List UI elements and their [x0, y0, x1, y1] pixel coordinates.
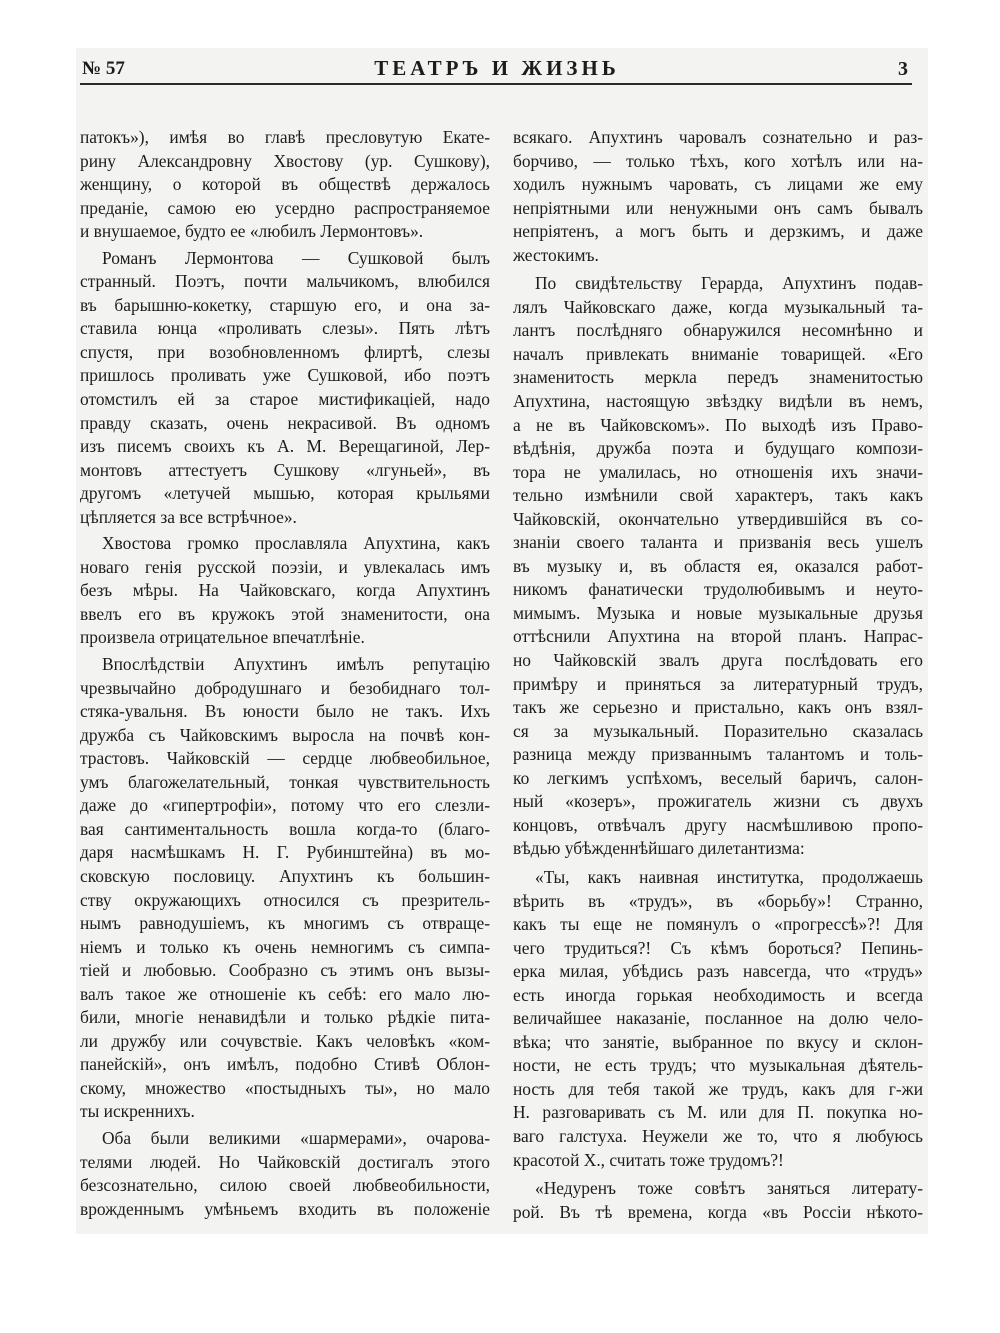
text-line: борчиво, — только тѣхъ, кого хотѣлъ или на- — [513, 150, 923, 171]
text-line: Оба были великими «шармерами», очарова- — [102, 1127, 490, 1148]
text-line: началъ привлекать вниманіе товарищей. «Его — [513, 343, 923, 364]
text-line: красотой Х., считать тоже трудомъ?! — [513, 1149, 784, 1170]
text-line: чрезвычайно добродушнаго и безобиднаго тол- — [80, 677, 490, 698]
text-line: монтовъ аттестуетъ Сушкову «лгуньей», въ — [80, 459, 490, 480]
right-column — [513, 126, 923, 1229]
text-line: такъ же серьезно и пристально, какъ онъ взял- — [513, 697, 923, 718]
text-line: трастовъ. Чайковскій — сердце любвеобильное, — [80, 748, 490, 769]
text-line: а не въ Чайковскомъ». По выходѣ изъ Право- — [513, 414, 923, 435]
text-line: ность для тебя такой же трудъ, какъ для г-жи — [513, 1078, 923, 1099]
text-line: правду сказать, очень некрасивой. Въ одномъ — [80, 412, 490, 433]
text-line: дружба съ Чайковскимъ выросла на почвѣ кон- — [80, 724, 490, 745]
text-line: умъ благожелательный, тонкая чувствительность — [80, 771, 490, 792]
text-line: вѣка; что занятіе, выбранное по вкусу и склон- — [513, 1031, 923, 1052]
paragraph — [80, 653, 490, 1124]
text-line: ству окружающихъ относился съ презритель- — [80, 889, 490, 910]
text-line: другомъ «летучей мышью, которая крыльями — [80, 483, 490, 504]
text-line: отомстилъ ей за старое мистификаціей, надо — [80, 389, 490, 410]
text-line: рой. Въ тѣ времена, когда «въ Россіи нѣкото- — [513, 1201, 923, 1222]
text-line: есть иногда горькая необходимость и всегда — [513, 984, 923, 1005]
text-line: чего трудиться?! Съ кѣмъ бороться? Пепинь- — [513, 937, 923, 958]
text-line: вѣдью убѣжденнѣйшаго дилетантизма: — [513, 838, 805, 859]
paragraph — [80, 126, 490, 244]
text-line: тора не умалилась, но отношенія ихъ значи- — [513, 461, 923, 482]
text-line: знаніи своего таланта и призванія весь ушелъ — [513, 532, 923, 553]
text-line: Чайковскій, окончательно утвердившійся въ со- — [513, 508, 923, 529]
text-line: примѣру и приняться за литературный трудъ, — [513, 673, 923, 694]
text-line: «Недуренъ тоже совѣтъ заняться литерату- — [535, 1178, 923, 1199]
text-line: лялъ Чайковскаго даже, когда музыкальный та- — [513, 296, 923, 317]
text-line: ввелъ его въ кружокъ этой знаменитости, она — [80, 603, 490, 624]
paragraph — [513, 1177, 923, 1224]
paragraph — [80, 1127, 490, 1221]
text-line: пришлось проливать уже Сушковой, ибо поэтъ — [80, 365, 490, 386]
text-line: и внушаемое, будто ее «любилъ Лермонтовъ». — [80, 221, 424, 242]
journal-title: ТЕАТРЪ И ЖИЗНЬ — [374, 56, 620, 80]
text-line: валъ такое же отношеніе къ себѣ: его мало лю- — [80, 983, 490, 1004]
text-line: непріятными или ненужными онъ самъ бывалъ — [513, 197, 923, 218]
header-rule — [80, 83, 912, 85]
text-line: телями людей. Но Чайковскій достигалъ этого — [80, 1151, 490, 1172]
text-line: ности, не есть трудъ; что музыкальная дѣятель- — [513, 1055, 923, 1076]
text-line: въ барышню-кокетку, старшую его, и она за- — [80, 294, 490, 315]
text-line: вѣдѣнія, дружба поэта и будущаго компози- — [513, 438, 923, 459]
page-header — [80, 56, 914, 84]
text-line: Впослѣдствіи Апухтинъ имѣлъ репутацію — [102, 654, 490, 675]
text-line: скому, множество «постыдныхъ ты», но мало — [80, 1077, 490, 1098]
text-line: ли дружбу или сочувствіе. Какъ человѣкъ «ком- — [80, 1030, 490, 1051]
text-line: странный. Поэтъ, почти мальчикомъ, влюбился — [80, 271, 490, 292]
text-line: жестокимъ. — [513, 244, 599, 265]
text-line: ты искреннихъ. — [80, 1101, 195, 1122]
text-line: даря насмѣшкамъ Н. Г. Рубинштейна) въ мо- — [80, 842, 490, 863]
text-line: стяка-увальня. Въ юности было не такъ. Ихъ — [80, 701, 490, 722]
text-line: оттѣснили Апухтина на второй планъ. Напрас- — [513, 626, 923, 647]
text-line: всякаго. Апухтинъ чаровалъ сознательно и раз- — [513, 127, 923, 147]
text-line: величайшее наказаніе, посланное на долю чело- — [513, 1008, 923, 1029]
text-line: изъ писемъ своихъ къ А. М. Верещагиной, Лер- — [80, 436, 490, 457]
text-line: ніемъ и только къ очень немногимъ съ симпа- — [80, 936, 490, 957]
text-line: Романъ Лермонтова — Сушковой былъ — [102, 247, 490, 268]
text-line: спустя, при возобновленномъ флиртѣ, слезы — [80, 341, 490, 362]
text-line: новаго генія русской поэзіи, и увлекалась имъ — [80, 556, 490, 577]
text-line: какъ ты еще не помянулъ о «прогрессѣ»?! Для — [513, 914, 923, 935]
text-line: цѣпляется за все встрѣчное». — [80, 506, 297, 527]
text-line: но Чайковскій звалъ друга послѣдовать его — [513, 650, 923, 671]
paragraph — [513, 126, 923, 267]
text-line: концовъ, отвѣчалъ другу насмѣшливою пропо- — [513, 814, 923, 835]
text-line: преданіе, самою ею усердно распространяемое — [80, 197, 490, 218]
paragraph — [513, 866, 923, 1172]
text-line: панейскій», онъ имѣлъ, подобно Стивѣ Облон- — [80, 1054, 490, 1075]
text-line: Апухтина, настоящую звѣздку видѣли въ немъ, — [513, 391, 923, 412]
text-line: рину Александровну Хвостову (ур. Сушкову), — [80, 150, 490, 171]
text-line: знаменитость меркла передъ знаменитостью — [513, 367, 923, 388]
text-line: врожденнымъ умѣньемъ входить въ положеніе — [80, 1198, 490, 1219]
text-line: женщину, о которой въ обществѣ держалось — [80, 174, 490, 195]
text-line: произвела отрицательное впечатлѣніе. — [80, 627, 365, 648]
issue-number: № 57 — [82, 58, 125, 79]
text-line: Н. разговаривать съ М. или для П. покупка но- — [513, 1102, 923, 1123]
text-line: ваго галстуха. Неужели же то, что я любуюсь — [513, 1125, 923, 1146]
text-line: ко легкимъ успѣхомъ, веселый баричъ, салон- — [513, 767, 923, 788]
text-line: «Ты, какъ наивная институтка, продолжаешь — [535, 866, 923, 887]
text-line: ставила юнца «проливать слезы». Пять лѣтъ — [80, 318, 490, 339]
text-line: тельно измѣнили свой характеръ, такъ какъ — [513, 485, 923, 506]
text-line: безъ мѣры. На Чайковскаго, когда Апухтинъ — [80, 580, 490, 601]
text-line: Хвостова громко прославляла Апухтина, какъ — [102, 533, 490, 554]
paragraph — [80, 532, 490, 650]
page-number: 3 — [898, 58, 908, 80]
text-line: мимымъ. Музыка и новые музыкальные друзья — [513, 602, 923, 623]
text-line: безсознательно, силою своей любвеобильности, — [80, 1175, 490, 1196]
text-line: лантъ послѣдняго обнаружился несомнѣнно и — [513, 320, 923, 341]
paragraph — [80, 247, 490, 530]
text-line: тіей и любовью. Сообразно съ этимъ онъ вызы- — [80, 960, 490, 981]
text-line: ный «козеръ», прожигатель жизни съ двухъ — [513, 791, 923, 812]
text-line: въ музыку и, въ областя ея, оказался работ- — [513, 555, 923, 576]
text-line: ходилъ нужнымъ чаровать, съ лицами же ему — [513, 174, 923, 195]
text-line: ерка милая, убѣдись разъ навсегда, что «трудъ» — [513, 961, 923, 982]
text-line: непріятенъ, а могъ быть и дерзкимъ, и даже — [513, 221, 923, 242]
paragraph — [513, 272, 923, 861]
text-line: патокъ»), имѣя во главѣ пресловутую Екате- — [80, 127, 490, 147]
text-line: даже до «гипертрофіи», потому что его слезли- — [80, 795, 490, 816]
text-line: били, многіе ненавидѣли и только рѣдкіе пита- — [80, 1007, 490, 1028]
text-line: разница между призваннымъ талантомъ и толь- — [513, 744, 923, 765]
text-line: нымъ равнодушіемъ, къ многимъ съ отвраще- — [80, 913, 490, 934]
text-line: ся за музыкальный. Поразительно сказалась — [513, 720, 923, 741]
text-line: никомъ фанатически трудолюбивымъ и неуто- — [513, 579, 923, 600]
text-line: вая сантиментальность вошла когда-то (благо- — [80, 818, 490, 839]
left-column — [80, 126, 490, 1224]
text-line: По свидѣтельству Герарда, Апухтинъ подав- — [535, 273, 923, 294]
text-line: вѣрить въ «трудъ», въ «борьбу»! Странно, — [513, 890, 923, 911]
text-line: сковскую пословицу. Апухтинъ къ большин- — [80, 865, 490, 886]
